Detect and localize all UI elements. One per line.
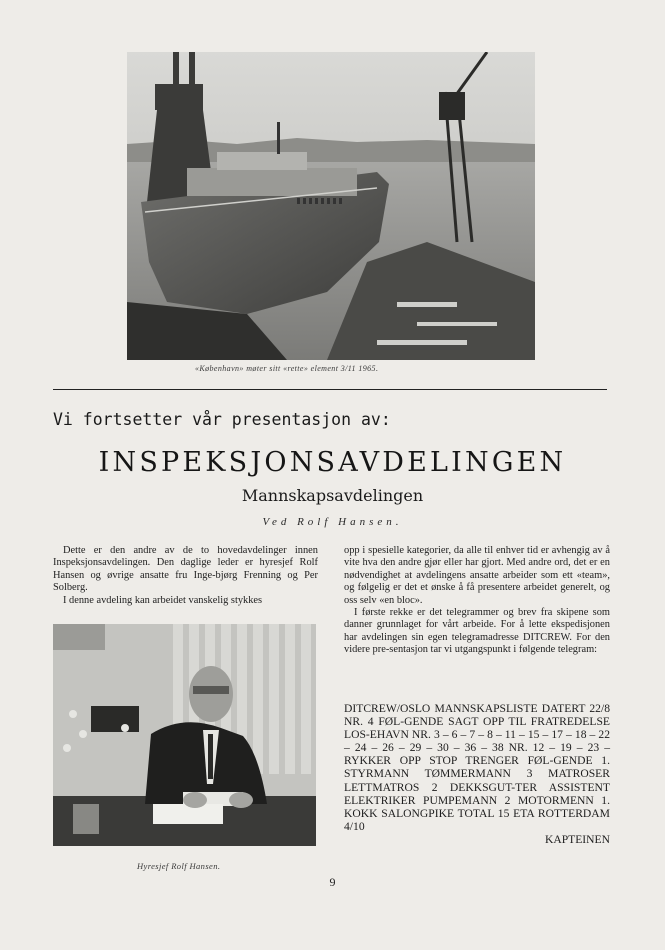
telegram-body: DITCREW/OSLO MANNSKAPSLISTE DATERT 22/8 NR. 4 FØL-GENDE SAGT OPP TIL FRATREDELSE LOS-EHAVN NR. 3 – 6 – 7 – 8 – 11 – 15 – 17 – 18 – 22 – 24 – 26 – 29 – 30 – 36 – 38 NR. 12 – 19 – 23 – RYKKER OPP STOP TRENGER FØL-GENDE 1. STYRMANN TØMMERMANN 3 MATROSER LETTMATROS 2 DEKKSGUT-TER ASSISTENT ELEKTRIKER PUMPEMANN 2 MOTORMENN 1. KOKK SALONGPIKE TOTAL 15 ETA ROTTERDAM 4/10 [344,702,610,833]
right-paragraph: I første rekke er det telegrammer og brev fra skipene som danner grunnlaget for vårt arbeide. For å lette ekspedisjonen har avdelingen sin egen telegramadresse DITCREW. For den videre pre-sentasjon tar vi utgangspunkt i følgende telegram: [344,607,610,656]
ship-photo [127,52,535,360]
page-subtitle: Mannskapsavdelingen [241,486,424,505]
page-number: 9 [329,875,336,889]
left-paragraph: I denne avdeling kan arbeidet vanskelig stykkes [63,594,263,606]
author-byline: Ved Rolf Hansen. [262,516,403,528]
telegram-signature: KAPTEINEN [544,832,610,846]
portrait-caption: Hyresjef Rolf Hansen. [137,861,221,871]
section-divider [53,389,607,390]
right-paragraph: opp i spesielle kategorier, da alle til enhver tid er avhengig av å vite hva den andre gjør eller har gjort. Med andre ord, det er en nødvendighet at avdelingens ansatte arbeider som ett «team», og følgelig er det et ønske å få presentere arbeidet generelt, og oss selv «en bloc». [344,545,610,606]
portrait-photo [53,624,316,846]
left-paragraph: Dette er den andre av de to hovedavdelinger innen Inspeksjonsavdelingen. Den daglige leder er hyresjef Rolf Hansen og øvrige ansatte fru Inge-bjørg Frenning og Per Solberg. [53,545,318,594]
left-column-text [53,545,318,607]
right-column-text [344,545,610,657]
page-title: INSPEKSJONSAVDELINGEN [98,447,567,478]
ship-photo-caption: «København» møter sitt «rette» element 3/11 1965. [195,364,379,373]
telegram-block [344,702,610,846]
intro-heading: Vi fortsetter vår presentasjon av: [53,410,391,429]
